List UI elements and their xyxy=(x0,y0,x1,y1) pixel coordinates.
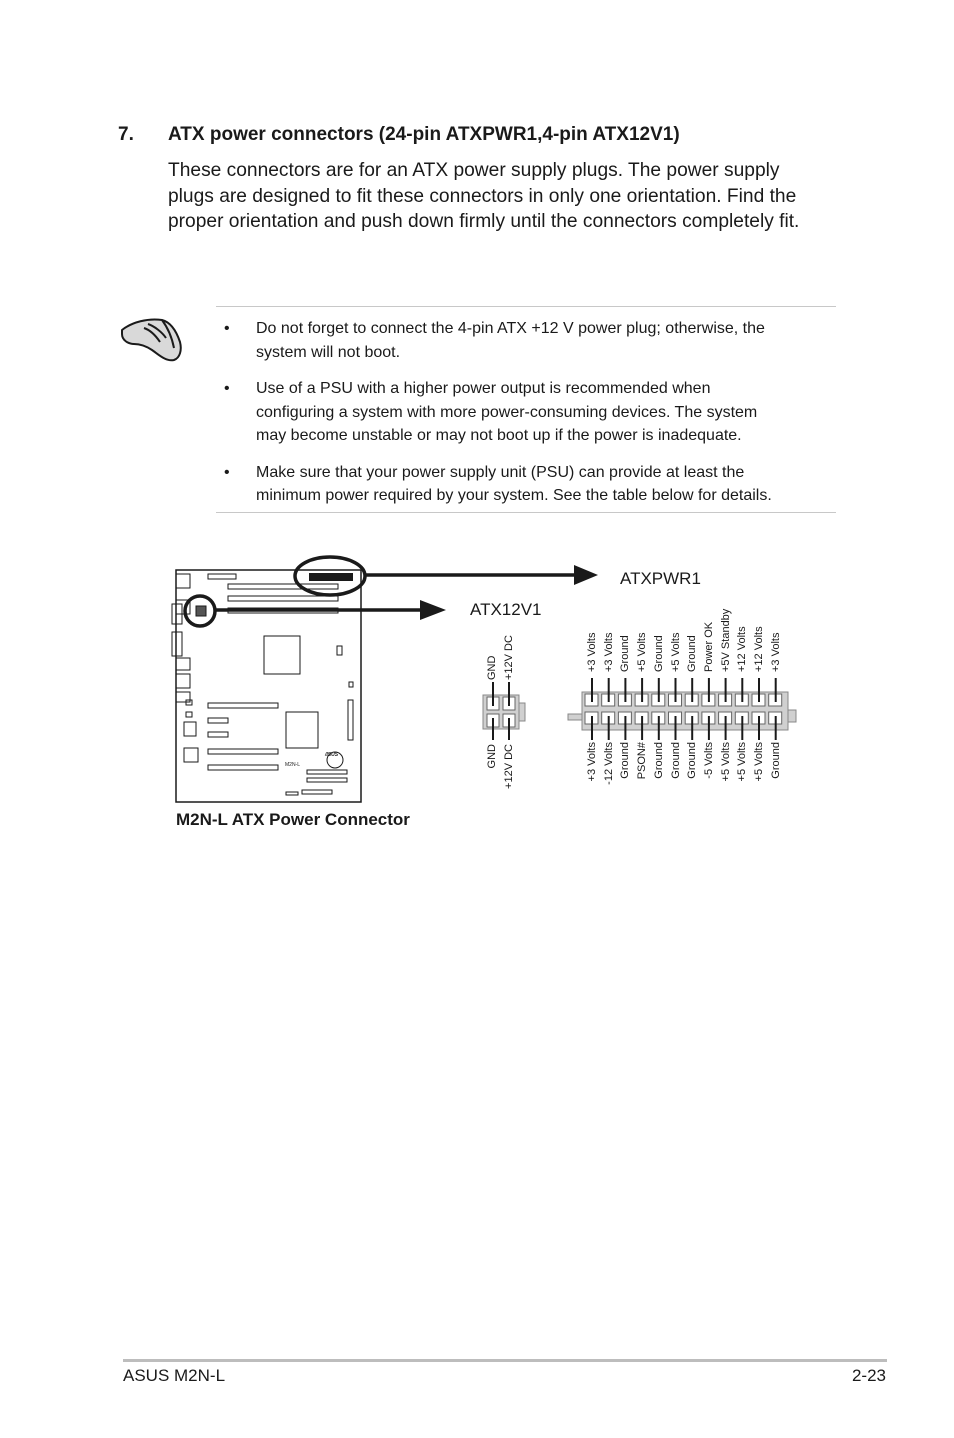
atxpwr1-bottom-pin-label: +5 Volts xyxy=(736,742,749,782)
atxpwr1-bottom-pin-label: Ground xyxy=(686,742,699,779)
atxpwr1-bottom-pin-label: -12 Volts xyxy=(602,742,615,785)
intro-line: proper orientation and push down firmly until the connectors completely fit. xyxy=(168,211,800,232)
atxpwr1-top-pin-label: +3 Volts xyxy=(769,632,782,672)
atxpwr1-board-connector xyxy=(309,573,353,581)
figure-caption: M2N-L ATX Power Connector xyxy=(176,810,410,829)
atxpwr1-top-pin-label: +5 Volts xyxy=(669,632,682,672)
atxpwr1-top-pin-label: Ground xyxy=(652,635,665,672)
atxpwr1-top-pin-label: +3 Volts xyxy=(586,632,598,672)
intro-line: These connectors are for an ATX power supply plugs. The power supply xyxy=(168,160,780,181)
atxpwr1-bottom-pin-label: Ground xyxy=(669,742,682,779)
note-line: configuring a system with more power-consuming devices. The system xyxy=(256,403,758,421)
bullet-dot: • xyxy=(224,463,230,481)
atx12v1-pin-label: +12V DC xyxy=(503,635,515,680)
atx12v1-connector xyxy=(483,682,525,740)
atxpwr1-bottom-pin-label: -5 Volts xyxy=(702,742,715,779)
bullet-dot: • xyxy=(224,380,230,397)
footer-rule xyxy=(123,1359,887,1362)
atxpwr1-top-pin-label: Power OK xyxy=(702,621,715,672)
atxpwr1-top-pin-label: +5 Volts xyxy=(636,632,649,672)
section-number: 7. xyxy=(118,124,134,145)
note-line: Use of a PSU with a higher power output is recommended when xyxy=(256,380,711,397)
intro-line: plugs are designed to fit these connectors in only one orientation. Find the xyxy=(168,185,797,207)
atxpwr1-top-pin-label: +12 Volts xyxy=(736,626,749,672)
note-line: Do not forget to connect the 4-pin ATX +12 V power plug; otherwise, the xyxy=(256,320,765,337)
atxpwr1-bottom-pin-label: +5 Volts xyxy=(719,742,732,782)
atxpwr1-top-pin-label: +3 Volts xyxy=(602,632,615,672)
section-title: ATX power connectors (24-pin ATXPWR1,4-pin ATX12V1) xyxy=(168,124,680,145)
atxpwr1-label: ATXPWR1 xyxy=(620,569,701,588)
atx12v1-pin-label: +12V DC xyxy=(503,744,515,789)
note-line: system will not boot. xyxy=(256,343,401,361)
atx12v1-label: ATX12V1 xyxy=(470,600,542,619)
atxpwr1-bottom-pin-label: Ground xyxy=(769,742,782,779)
atx12v1-board-connector xyxy=(196,606,206,616)
note-line: may become unstable or may not boot up if the power is inadequate. xyxy=(256,427,742,444)
motherboard-diagram xyxy=(172,570,361,802)
atxpwr1-bottom-pin-label: PSON# xyxy=(636,742,649,780)
atxpwr1-bottom-pin-label: Ground xyxy=(619,742,632,779)
atxpwr1-bottom-pin-label: Ground xyxy=(652,742,665,779)
atxpwr1-top-pin-label: Ground xyxy=(686,635,699,672)
atxpwr1-top-pin-label: +12 Volts xyxy=(753,626,765,672)
atxpwr1-bottom-pin-label: +3 Volts xyxy=(586,742,598,782)
atxpwr1-bottom-pin-label: +5 Volts xyxy=(753,742,765,782)
bullet-dot: • xyxy=(224,320,230,337)
board-model-label: M2N-L xyxy=(285,762,301,768)
atx12v1-pin-label: GND xyxy=(486,744,498,769)
note-line: Make sure that your power supply unit (PSU) can provide at least the xyxy=(256,463,745,481)
board-logo: /ISUS xyxy=(325,752,339,758)
atxpwr1-top-pin-label: Ground xyxy=(619,635,632,672)
note-line: minimum power required by your system. See the table below for details. xyxy=(256,487,772,504)
atxpwr1-top-pin-label: +5V Standby xyxy=(719,608,732,672)
footer-page-number: 2-23 xyxy=(851,1366,886,1385)
atx12v1-pin-label: GND xyxy=(486,655,498,680)
footer-manual-title: ASUS M2N-L xyxy=(123,1366,226,1385)
